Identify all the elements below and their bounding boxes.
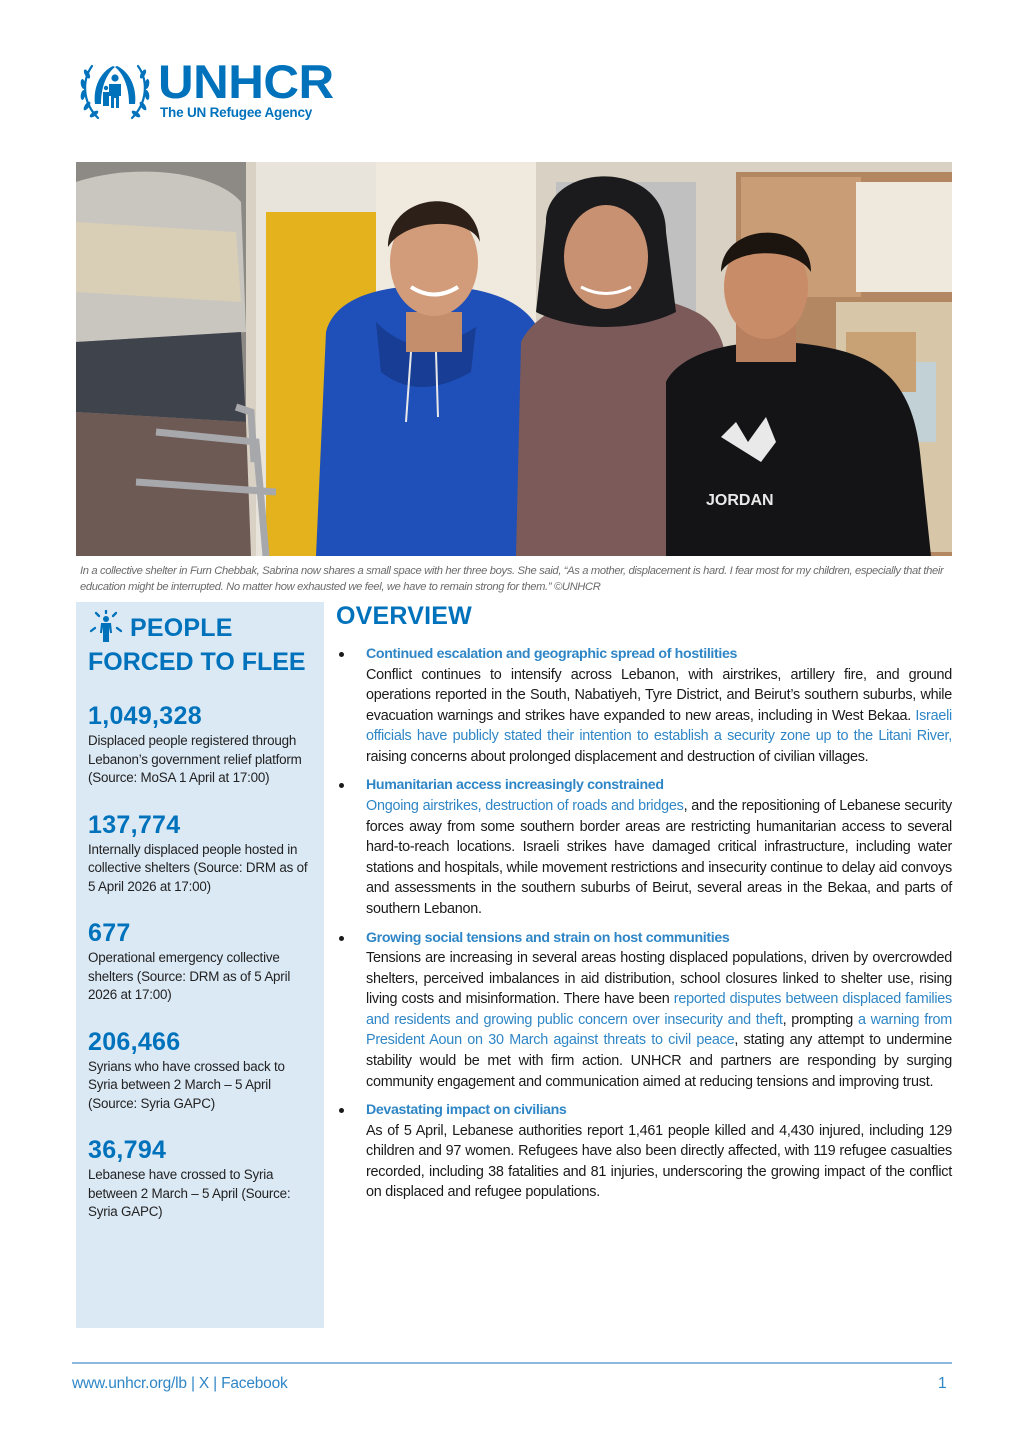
bullet-body [366, 796, 952, 920]
bullet-body [366, 948, 952, 1092]
x-link[interactable]: X [198, 1375, 210, 1392]
photo-caption: In a collective shelter in Furn Chebbak, Sabrina now shares a small space with her three boys. She said, “As a mother, displacement is hard. I fear most for my children, especially that their education might be interrupted. No matter how exhausted we feel, we have to remain strong for them.” ©UNHCR [80, 565, 944, 593]
footer-separator: | [209, 1375, 222, 1392]
stat-value: 1,049,328 [88, 702, 202, 730]
body-text: , and the repositioning of Lebanese security forces away from some southern border areas are restricting humanitarian access to several hard-to-reach locations. Israeli strikes have damaged critical infrastructure, including water stations and hospitals, while movement restrictions and insecurity continue to delay aid convoys and assessments in the southern suburbs of Beirut, several areas in the Bekaa, and parts of southern Lebanon. [366, 797, 952, 917]
link-ongoing-airstrikes[interactable]: Ongoing airstrikes, destruction of roads and bridges [366, 797, 684, 814]
stat-value: 677 [88, 919, 131, 947]
bullet-social-tensions [336, 928, 952, 1093]
stat-description: Operational emergency collective shelters (Source: DRM as of 5 April 2026 at 17:00) [88, 950, 291, 1002]
footer-divider [72, 1362, 952, 1364]
footer-separator: | [186, 1375, 199, 1392]
stat-description: Lebanese have crossed to Syria between 2 March – 5 April (Source: Syria GAPC) [88, 1167, 291, 1219]
page-number: 1 [938, 1375, 947, 1392]
bullet-civilian-impact [336, 1100, 952, 1203]
stat-idp-collective-shelters [88, 810, 314, 897]
bullet-escalation [336, 644, 952, 767]
bullet-heading: Continued escalation and geographic spread of hostilities [366, 646, 738, 662]
panel-title [88, 612, 314, 646]
person-fleeing-icon [88, 610, 124, 646]
link-reported-disputes[interactable]: reported disputes between displaced families and residents and growing public concern over insecurity and theft [366, 991, 952, 1028]
bullet-icon [339, 783, 344, 788]
footer-links [72, 1374, 288, 1394]
unhcr-emblem-icon [78, 58, 152, 124]
shirt-text: JORDAN [706, 492, 774, 509]
panel-title-line2: FORCED TO FLEE [88, 648, 306, 676]
website-link[interactable]: www.unhcr.org/lb [72, 1375, 187, 1392]
family-photo-illustration [76, 162, 952, 556]
stat-syrians-crossed [88, 1027, 314, 1114]
logo-wordmark: UNHCR [158, 55, 334, 108]
stat-operational-shelters [88, 918, 314, 1005]
link-security-zone[interactable]: Israeli officials have publicly stated their intention to establish a security zone up to the Litani River, [366, 707, 952, 745]
bullet-icon [339, 936, 344, 941]
stat-description: Displaced people registered through Lebanon’s government relief platform (Source: MoSA 1 April at 17:00) [88, 733, 302, 785]
stat-lebanese-crossed [88, 1135, 314, 1222]
hero-photo [76, 162, 952, 556]
bullet-body: As of 5 April, Lebanese authorities report 1,461 people killed and 4,430 injured, including 129 children and 97 women. Refugees have also been directly affected, with 119 refugee casualties recorded, including 38 fatalities and 81 injuries, underscoring the growing impact of the conflict on displaced and refugee populations. [366, 1122, 952, 1201]
facebook-link[interactable]: Facebook [221, 1375, 288, 1392]
body-text: , stating any attempt to undermine stability would be met with firm action. UNHCR and partners are responding by surging community engagement and communication aimed at reducing tensions and improving trust. [366, 1032, 952, 1090]
stat-displaced-registered [88, 701, 314, 788]
body-text: , prompting [782, 1011, 858, 1028]
bullet-heading: Growing social tensions and strain on host communities [366, 929, 730, 946]
overview-bullets [336, 644, 952, 1203]
bullet-icon [339, 652, 344, 657]
panel-title-line1: PEOPLE [130, 614, 233, 642]
stat-value: 137,774 [88, 810, 181, 839]
body-text: Conflict continues to intensify across Lebanon, with airstrikes, artillery fire, and ground operations reported in the South, Nabatiyeh, Tyre District, and Beirut’s southern suburbs, while evacuation warnings and strikes have expanded to new areas, including in West Bekaa. [366, 666, 952, 724]
body-text: Tensions are increasing in several areas hosting displaced populations, driven by overcrowded shelters, perceived imbalances in aid distribution, school closures linked to shelter use, rising living costs and misinformation. There have been [366, 950, 952, 1008]
logo-tagline: The UN Refugee Agency [160, 105, 313, 120]
stat-description: Internally displaced people hosted in collective shelters (Source: DRM as of 5 April 2026 at 17:00) [88, 841, 308, 894]
stat-description: Syrians who have crossed back to Syria between 2 March – 5 April (Source: Syria GAPC) [88, 1058, 285, 1111]
link-president-warning[interactable]: a warning from President Aoun on 30 March against threats to civil peace [366, 1011, 952, 1049]
bullet-humanitarian-access [336, 775, 952, 919]
bullet-heading: Devastating impact on civilians [366, 1102, 567, 1119]
people-forced-to-flee-panel [76, 602, 324, 1328]
bullet-icon [339, 1108, 344, 1113]
stat-value: 36,794 [88, 1136, 167, 1164]
stat-value: 206,466 [88, 1027, 181, 1056]
bullet-body [366, 665, 952, 768]
bullet-heading: Humanitarian access increasingly constrained [366, 777, 664, 794]
overview-title: OVERVIEW [336, 602, 472, 630]
overview-section [336, 600, 952, 1211]
body-text: raising concerns about prolonged displacement and destruction of civilian villages. [366, 748, 869, 765]
unhcr-logo [78, 55, 334, 126]
